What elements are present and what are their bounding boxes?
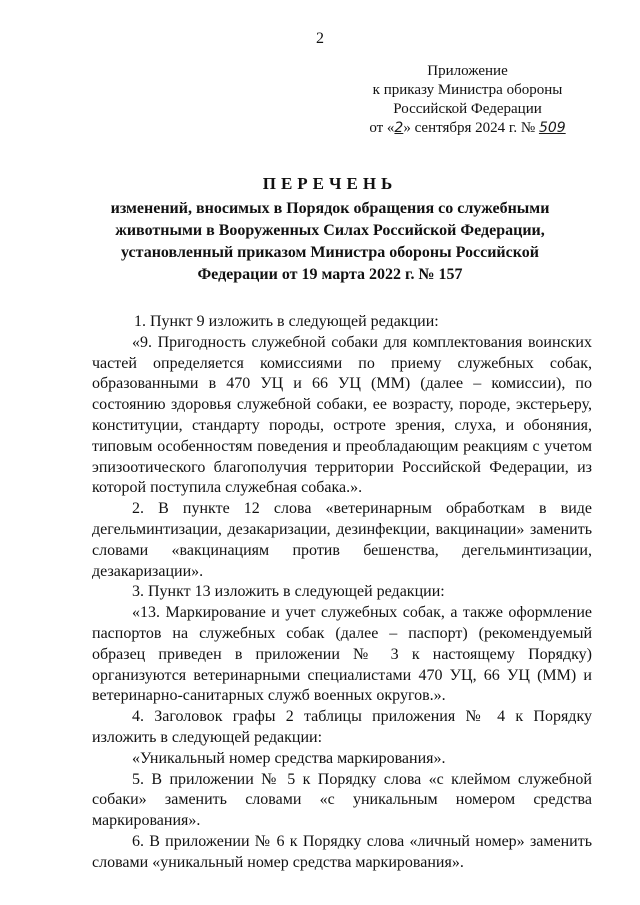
title-main: ПЕРЕЧЕНЬ <box>262 174 398 193</box>
paragraph-9: 6. В приложении № 6 к Порядку слова «личный номер» заменить словами «уникальный номер средства маркирования». <box>92 832 592 871</box>
appendix-country: Российской Федерации <box>393 101 542 117</box>
date-prefix: от « <box>369 120 395 136</box>
subtitle-line-1: изменений, вносимых в Порядок обращения со служебными <box>110 200 550 217</box>
subtitle-line-2: животными в Вооруженных Силах Российской Федерации, <box>115 222 545 239</box>
subtitle-line-4: Федерации от 19 марта 2022 г. № 157 <box>197 266 463 283</box>
appendix-header <box>340 62 595 138</box>
handwritten-day: 2 <box>394 120 404 136</box>
appendix-date-line <box>340 119 595 138</box>
paragraph-7: «Уникальный номер средства маркирования». <box>132 749 446 767</box>
document-body <box>92 312 592 874</box>
paragraph-1: 1. Пункт 9 изложить в следующей редакции: <box>134 313 439 330</box>
paragraph-4: 3. Пункт 13 изложить в следующей редакции: <box>132 583 445 601</box>
paragraph-5: «13. Маркирование и учет служебных собак, а также оформление паспортов на служебных собак (далее – паспорт) (рекомендуемый образец приведен в приложении № 3 к настоящему Порядку) организуются ветеринарными специалистами 470 УЦ, 66 УЦ (ММ) и ветеринарно-санитарных служб военных округов.». <box>92 604 592 705</box>
appendix-label: Приложение <box>427 63 508 79</box>
handwritten-order-number: 509 <box>538 120 566 136</box>
date-middle: » сентября 2024 г. № <box>403 120 536 136</box>
paragraph-2: «9. Пригодность служебной собаки для комплектования воинских частей определяется комиссиями по приему служебных собак, образованными в 470 УЦ и 66 УЦ (ММ) (далее – комиссии), по состоянию здоровья служебной собаки, ее возрасту, породе, экстерьеру, конституции, стандарту породы, остроте зрения, слуха, и обоняния, типовым особенностям поведения и преобладающим реакциям с учетом эпизоотического благополучия территории Российской Федерации, из которой поступила служебная собака.». <box>92 333 592 497</box>
paragraph-6: 4. Заголовок графы 2 таблицы приложения № 4 к Порядку изложить в следующей редакции: <box>92 708 592 746</box>
page-number: 2 <box>316 30 324 47</box>
paragraph-8: 5. В приложении № 5 к Порядку слова «с клеймом служебной собаки» заменить словами «с уникальным номером средства маркирования». <box>92 770 592 830</box>
paragraph-3: 2. В пункте 12 слова «ветеринарным обработкам в виде дегельминтизации, дезакаризации, дезинфекции, вакцинации» заменить словами «вакцинациям против бешенства, дегельминтизации, дезакаризации». <box>92 500 592 580</box>
title-subtitle <box>60 198 600 286</box>
subtitle-line-3: установленный приказом Министра обороны Российской <box>121 244 539 261</box>
document-title <box>60 174 600 286</box>
appendix-order-reference: к приказу Министра обороны <box>372 82 563 98</box>
